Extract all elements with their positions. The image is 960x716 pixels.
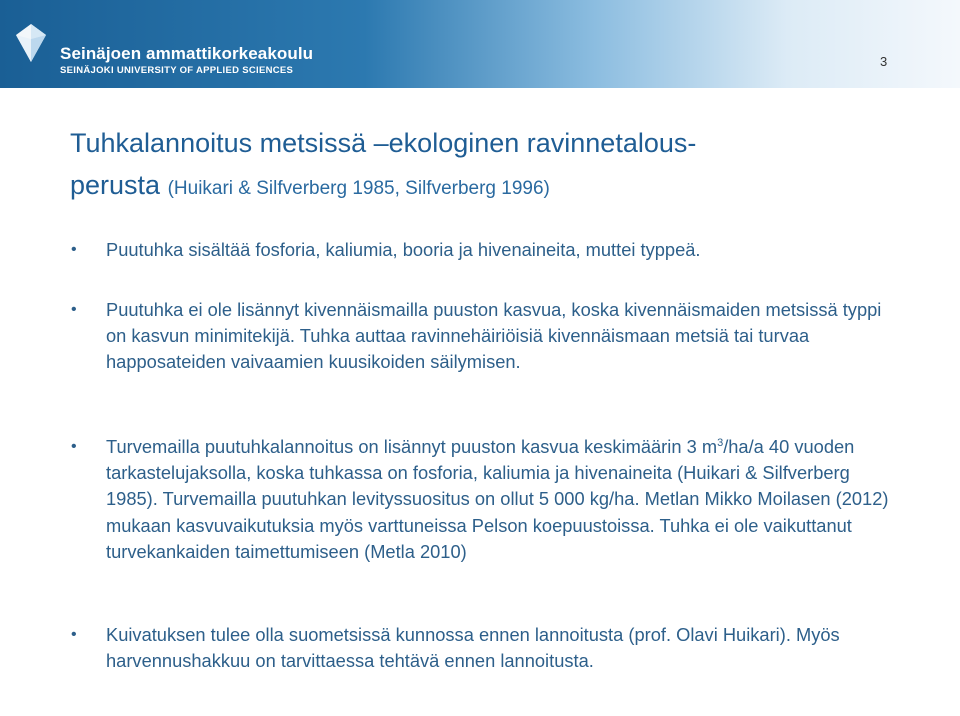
bullet-marker: •	[71, 626, 77, 643]
bullet-item-1: Puutuhka sisältää fosforia, kaliumia, booria ja hivenaineita, muttei typpeä.	[106, 239, 701, 260]
sapphire-logo-icon	[16, 24, 46, 62]
bullet-marker: •	[71, 301, 77, 318]
bullet-3-text-a: Turvemailla puutuhkalannoitus on lisännyt puuston kasvua keskimäärin 3 m	[106, 436, 718, 457]
title-line-2: perusta	[70, 170, 161, 200]
bullet-item-2: Puutuhka ei ole lisännyt kivennäismailla puuston kasvua, koska kivennäismaiden metsissä typpi on kasvun minimitekijä. Tuhka auttaa ravinnehäiriöisiä kivennäismaan metsiä tai turvaa happosateiden vaivaamien kuusikoiden säilymisen.	[106, 299, 882, 373]
title-line-1: Tuhkalannoitus metsissä –ekologinen ravinnetalous-	[70, 128, 697, 158]
org-name: Seinäjoen ammattikorkeakoulu	[60, 44, 314, 63]
bullet-3-text-b: /ha/a 40 vuoden tarkastelujaksolla, koska tuhkassa on fosforia, kaliumia ja hivenaineita (Huikari & Silfverberg 1985). Turvemailla puutuhkan levityssuositus on ollut 5 000 kg/ha. Metlan Mikko Moilasen (2012) mukaan kasvuvaikutuksia myös varttuneissa Pelson koepuustoissa. Tuhka ei ole vaikuttanut turvekankaiden taimettumiseen (Metla 2010)	[106, 436, 889, 562]
bullet-item-3	[106, 434, 896, 565]
bullet-marker: •	[71, 438, 77, 455]
org-subtitle: SEINÄJOKI UNIVERSITY OF APPLIED SCIENCES	[60, 65, 294, 76]
bullet-3-superscript: 3	[717, 437, 724, 449]
header-banner	[0, 0, 960, 88]
slide-title	[70, 122, 930, 210]
bullet-item-4: Kuivatuksen tulee olla suometsissä kunnossa ennen lannoitusta (prof. Olavi Huikari). Myös harvennushakkuu on tarvittaessa tehtävä ennen lannoitusta.	[106, 624, 840, 672]
page-number: 3	[880, 54, 888, 69]
bullet-marker: •	[71, 241, 77, 258]
title-citation: (Huikari & Silfverberg 1985, Silfverberg 1996)	[167, 178, 550, 199]
